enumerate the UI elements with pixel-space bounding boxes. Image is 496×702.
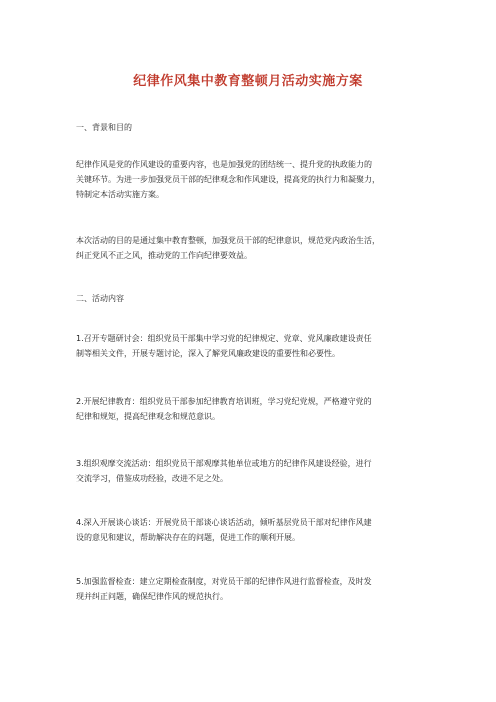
paragraph-line: 1.召开专题研讨会：组织党员干部集中学习党的纪律规定、党章、党风廉政建设责任 [76, 334, 372, 343]
section-heading-background: 一、背景和目的 [76, 123, 132, 132]
paragraph-line: 设的意见和建议，帮助解决存在的问题，促进工作的顺利开展。 [76, 533, 300, 542]
activity-item-5 [76, 574, 431, 604]
paragraph-line: 特制定本活动实施方案。 [76, 190, 164, 199]
paragraph-line: 交流学习，借鉴成功经验，改进不足之处。 [76, 474, 228, 483]
paragraph-line: 制等相关文件，开展专题讨论，深入了解党风廉政建设的重要性和必要性。 [76, 349, 340, 358]
paragraph-line: 现并纠正问题，确保纪律作风的规范执行。 [76, 592, 228, 601]
paragraph-line: 关键环节。为进一步加强党员干部的纪律观念和作风建设，提高党的执行力和凝聚力， [76, 175, 380, 184]
paragraph-line: 4.深入开展谈心谈话：开展党员干部谈心谈话活动，倾听基层党员干部对纪律作风建 [76, 518, 372, 527]
section-heading-activities: 二、活动内容 [76, 294, 124, 303]
activity-item-3 [76, 456, 431, 486]
paragraph-line: 纪律和规矩，提高纪律观念和规范意识。 [76, 412, 220, 421]
paragraph-line: 纠正党风不正之风，推动党的工作向纪律要效益。 [76, 251, 252, 260]
activity-item-2 [76, 394, 431, 424]
document-title: 纪律作风集中教育整顿月活动实施方案 [133, 74, 363, 89]
paragraph-line: 纪律作风是党的作风建设的重要内容，也是加强党的团结统一、提升党的执政能力的 [76, 160, 372, 169]
activity-item-1 [76, 331, 431, 361]
paragraph-line: 2.开展纪律教育：组织党员干部参加纪律教育培训班，学习党纪党规，严格遵守党的 [76, 397, 372, 406]
paragraph-line: 3.组织观摩交流活动：组织党员干部观摩其他单位或地方的纪律作风建设经验，进行 [76, 459, 372, 468]
paragraph-line: 5.加强监督检查：建立定期检查制度，对党员干部的纪律作风进行监督检查，及时发 [76, 577, 372, 586]
paragraph-background-1 [76, 157, 431, 202]
paragraph-background-2 [76, 233, 431, 263]
paragraph-line: 本次活动的目的是通过集中教育整顿，加强党员干部的纪律意识，规范党内政治生活， [76, 236, 380, 245]
activity-item-4 [76, 515, 431, 545]
